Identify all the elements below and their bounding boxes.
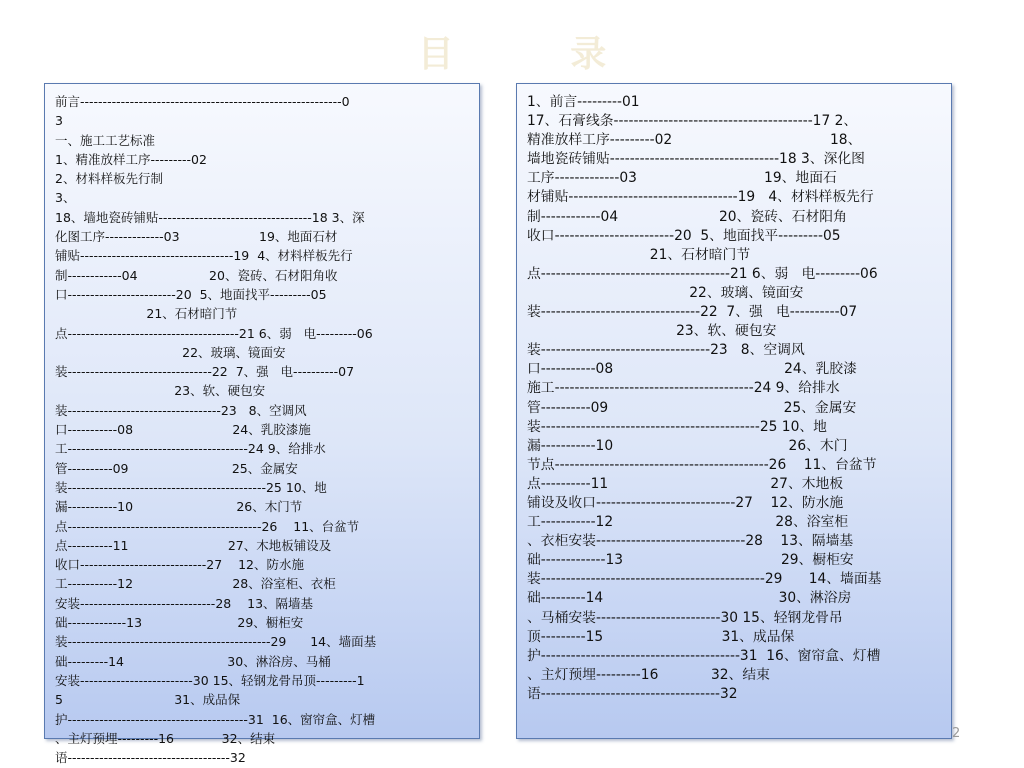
toc-line: 精准放样工序---------02 18、 [527,132,862,149]
toc-line: 、马桶安装-------------------------30 15、轻钢龙骨吊 [527,609,843,626]
toc-line: 墙地瓷砖铺贴----------------------------------18 3、深化图 [527,151,865,168]
toc-line: 点--------------------------------------21 6、弱 电---------06 [55,325,373,341]
toc-line: 语------------------------------------32 [55,750,246,766]
toc-line: 工-----------12 28、浴室柜 [527,514,849,531]
toc-line: 一、施工工艺标准 [55,132,156,148]
toc-line: 2、材料样板先行制 [55,171,163,187]
toc-line: 收口------------------------20 5、地面找平---------05 [527,227,841,244]
toc-line: 、衣柜安装------------------------------28 13、隔墙基 [527,533,854,550]
toc-line: 22、玻璃、镜面安 [527,284,804,301]
toc-line: 制------------04 20、瓷砖、石材阳角收 [55,267,338,283]
toc-line: 管----------09 25、金属安 [55,460,298,476]
toc-line: 装---------------------------------------------29 14、墙面基 [55,634,377,650]
toc-line: 础---------14 30、淋浴房 [527,590,852,607]
toc-line: 漏-----------10 26、木门 [527,437,848,454]
toc-line: 节点-------------------------------------------26 11、台盆节 [527,456,877,473]
toc-line: 铺贴----------------------------------19 4、材料样板先行 [55,248,353,264]
toc-panel-right [516,83,952,739]
toc-line: 装----------------------------------23 8、空调风 [527,342,805,359]
toc-line: 管----------09 25、金属安 [527,399,857,416]
toc-line: 装--------------------------------22 7、强 电----------07 [55,364,355,380]
toc-line: 23、软、硬包安 [55,383,266,399]
toc-line: 17、石膏线条----------------------------------------17 2、 [527,113,858,130]
toc-line: 18、墙地瓷砖铺贴----------------------------------18 3、深 [55,209,365,225]
toc-line: 口-----------08 24、乳胶漆施 [55,422,311,438]
toc-line: 语------------------------------------32 [527,685,738,702]
toc-line: 3、 [55,190,76,206]
toc-line: 、主灯预埋---------16 32、结束 [55,730,276,746]
toc-line: 护----------------------------------------31 16、窗帘盒、灯槽 [55,711,376,727]
toc-line: 工-----------12 28、浴室柜、衣柜 [55,576,336,592]
toc-line: 、主灯预埋---------16 32、结束 [527,666,770,683]
toc-line: 点----------11 27、木地板铺设及 [55,537,332,553]
toc-line: 口------------------------20 5、地面找平---------05 [55,286,327,302]
toc-line: 础-------------13 29、橱柜安 [527,552,854,569]
toc-line: 安装-------------------------30 15、轻钢龙骨吊顶---------1 [55,672,365,688]
page-number: 2 [952,726,961,741]
toc-line: 前言----------------------------------------------------------0 [55,94,350,109]
toc-panel-left [44,83,480,766]
toc-line: 漏-----------10 26、木门节 [55,499,303,515]
toc-line: 22、玻璃、镜面安 [55,344,286,360]
toc-line: 23、软、硬包安 [527,323,777,340]
toc-line: 装----------------------------------23 8、空调风 [55,402,307,418]
toc-line: 装--------------------------------22 7、强 电----------07 [527,304,858,321]
toc-line: 工序-------------03 19、地面石 [527,170,837,187]
toc-line: 装--------------------------------------------25 10、地 [55,479,327,495]
toc-line: 顶---------15 31、成品保 [527,628,795,645]
toc-line: 施工----------------------------------------24 9、给排水 [527,380,840,397]
toc-line: 21、石材暗门节 [55,306,238,322]
toc-line: 1、精准放样工序---------02 [55,151,207,167]
toc-line: 21、石材暗门节 [527,246,751,263]
toc-line: 护----------------------------------------31 16、窗帘盒、灯槽 [527,647,881,664]
toc-line: 化图工序-------------03 19、地面石材 [55,229,338,245]
toc-line: 收口----------------------------27 12、防水施 [55,557,304,573]
toc-line: 础-------------13 29、橱柜安 [55,615,304,631]
toc-line: 点-------------------------------------------26 11、台盆节 [55,518,360,534]
toc-line: 1、前言---------01 [527,94,640,110]
toc-line: 材铺贴----------------------------------19 4、材料样板先行 [527,189,874,206]
toc-line: 口-----------08 24、乳胶漆 [527,361,857,378]
toc-line: 安装------------------------------28 13、隔墙基 [55,595,314,611]
toc-line: 装---------------------------------------------29 14、墙面基 [527,571,882,588]
toc-line: 5 31、成品保 [55,692,241,708]
toc-line: 3 [55,113,63,129]
toc-line: 点--------------------------------------21 6、弱 电---------06 [527,265,878,282]
toc-line: 装--------------------------------------------25 10、地 [527,418,827,435]
page-title: 目 录 [417,34,659,75]
toc-line: 铺设及收口----------------------------27 12、防水施 [527,494,844,511]
toc-line: 点----------11 27、木地板 [527,475,844,492]
toc-line: 础---------14 30、淋浴房、马桶 [55,653,331,669]
toc-line: 制------------04 20、瓷砖、石材阳角 [527,208,847,225]
toc-line: 工----------------------------------------24 9、给排水 [55,441,326,457]
